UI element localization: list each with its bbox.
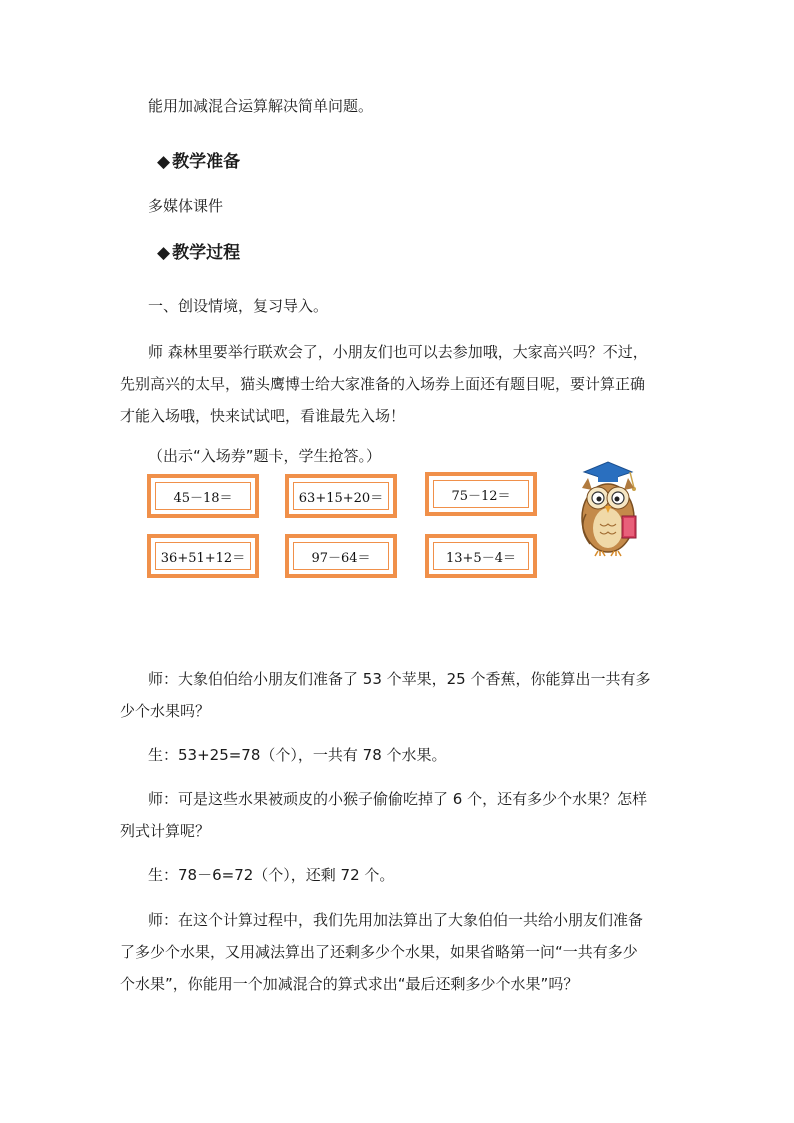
ticket-expression: 45－18＝	[155, 482, 251, 510]
ticket-cards-grid	[147, 474, 547, 578]
section-heading-process	[157, 238, 240, 268]
prep-content: 多媒体课件	[148, 197, 224, 215]
section-heading-prep	[157, 147, 240, 177]
section-title-process: 教学过程	[172, 243, 241, 263]
diamond-bullet-icon: ◆	[157, 243, 171, 263]
teacher-q3-line-2: 了多少个水果，又用减法算出了还剩多少个水果，如果省略第一问“一共有多少	[120, 943, 638, 961]
teacher-intro-line-3: 才能入场哦，快来试试吧，看谁最先入场！	[120, 407, 406, 425]
cards-note: （出示“入场券”题卡，学生抢答。）	[148, 447, 382, 465]
teacher-q1-line-1: 师：大象伯伯给小朋友们准备了 53 个苹果，25 个香蕉，你能算出一共有多	[148, 670, 651, 688]
ticket-expression: 97－64＝	[293, 542, 389, 570]
teacher-q3-line-3: 个水果”，你能用一个加减混合的算式求出“最后还剩多少个水果”吗？	[120, 975, 579, 993]
ticket-expression: 75－12＝	[433, 480, 529, 508]
ticket-expression: 63+15+20＝	[293, 482, 389, 510]
teacher-q1-line-2: 少个水果吗？	[120, 702, 211, 720]
section-title-prep: 教学准备	[172, 152, 241, 172]
owl-professor-icon	[570, 458, 650, 558]
ticket-card	[285, 474, 397, 518]
diamond-bullet-icon: ◆	[157, 152, 171, 172]
teacher-q2-line-2: 列式计算呢？	[120, 822, 211, 840]
student-answer-2: 生：78－6=72（个），还剩 72 个。	[148, 866, 395, 884]
ticket-card	[285, 534, 397, 578]
ticket-card	[147, 534, 259, 578]
intro-line: 能用加减混合运算解决简单问题。	[148, 97, 374, 115]
ticket-card	[147, 474, 259, 518]
student-answer-1: 生：53+25=78（个），一共有 78 个水果。	[148, 746, 447, 764]
ticket-card	[425, 472, 537, 516]
step-one-heading: 一、创设情境，复习导入。	[148, 297, 329, 315]
teacher-intro-line-1: 师 森林里要举行联欢会了，小朋友们也可以去参加哦，大家高兴吗？不过，	[148, 343, 648, 361]
ticket-card	[425, 534, 537, 578]
ticket-expression: 13+5－4＝	[433, 542, 529, 570]
teacher-intro-line-2: 先别高兴的太早，猫头鹰博士给大家准备的入场券上面还有题目呢，要计算正确	[120, 375, 646, 393]
ticket-expression: 36+51+12＝	[155, 542, 251, 570]
teacher-q2-line-1: 师：可是这些水果被顽皮的小猴子偷偷吃掉了 6 个，还有多少个水果？怎样	[148, 790, 648, 808]
teacher-q3-line-1: 师：在这个计算过程中，我们先用加法算出了大象伯伯一共给小朋友们准备	[148, 911, 644, 929]
